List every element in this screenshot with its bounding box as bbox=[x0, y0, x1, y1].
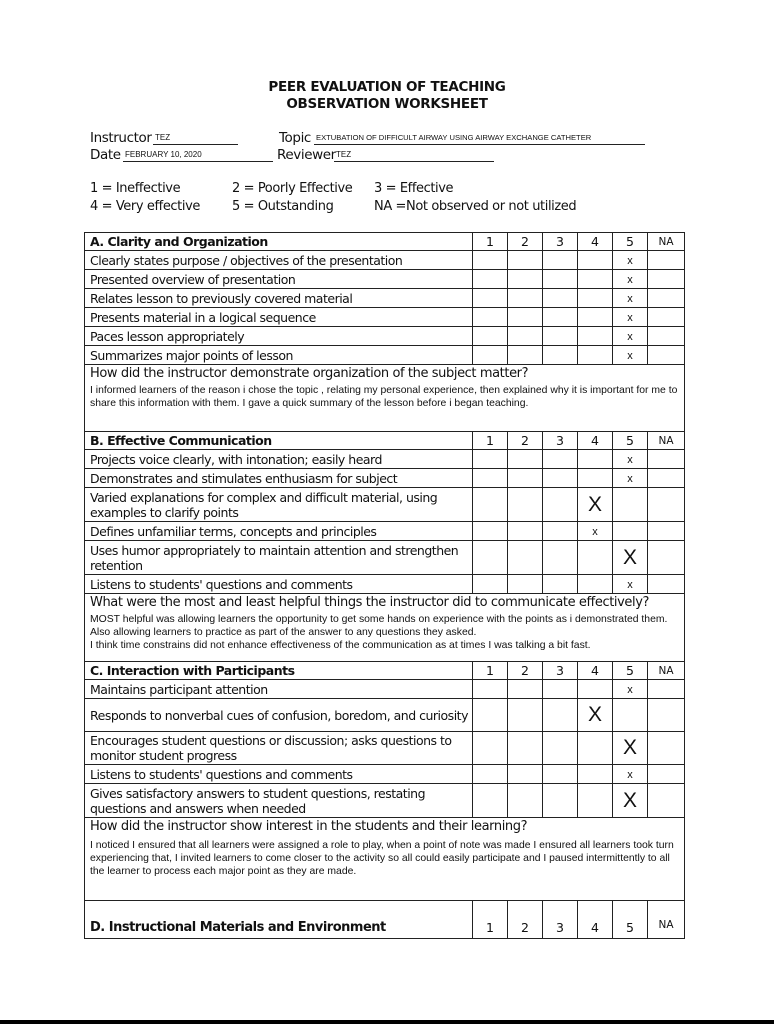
scale-5: 5 bbox=[613, 901, 648, 939]
rating-cell-1[interactable] bbox=[473, 541, 508, 575]
scale-na: NA bbox=[648, 432, 685, 450]
legend-3: 3 = Effective bbox=[374, 181, 454, 196]
rating-cell-na[interactable] bbox=[648, 732, 685, 765]
table-row bbox=[85, 469, 685, 488]
rating-cell-1[interactable] bbox=[473, 469, 508, 488]
scale-1: 1 bbox=[473, 233, 508, 251]
rating-cell-2[interactable] bbox=[508, 346, 543, 365]
rating-cell-1[interactable] bbox=[473, 450, 508, 469]
scale-na: NA bbox=[648, 901, 685, 939]
section-c-header bbox=[85, 662, 685, 680]
rating-cell-4[interactable] bbox=[578, 488, 613, 522]
rating-cell-2[interactable] bbox=[508, 469, 543, 488]
rating-cell-na[interactable] bbox=[648, 308, 685, 327]
title-line-1: PEER EVALUATION OF TEACHING bbox=[268, 79, 506, 95]
scale-1: 1 bbox=[473, 901, 508, 939]
table-row bbox=[85, 522, 685, 541]
rating-cell-3[interactable] bbox=[543, 327, 578, 346]
rating-cell-2[interactable] bbox=[508, 699, 543, 732]
rating-cell-3[interactable] bbox=[543, 346, 578, 365]
table-row bbox=[85, 327, 685, 346]
rating-cell-4[interactable] bbox=[578, 469, 613, 488]
criterion-label: Clearly states purpose / objectives of the presentation bbox=[85, 251, 473, 270]
rating-cell-3[interactable] bbox=[543, 308, 578, 327]
scale-5: 5 bbox=[613, 662, 648, 680]
section-b-title: B. Effective Communication bbox=[85, 432, 473, 450]
rating-cell-1[interactable] bbox=[473, 765, 508, 784]
rating-cell-3[interactable] bbox=[543, 784, 578, 818]
rating-cell-na[interactable] bbox=[648, 699, 685, 732]
criterion-label: Defines unfamiliar terms, concepts and principles bbox=[85, 522, 473, 541]
rating-cell-1[interactable] bbox=[473, 251, 508, 270]
table-row bbox=[85, 251, 685, 270]
rating-cell-4[interactable] bbox=[578, 308, 613, 327]
section-a-header bbox=[85, 233, 685, 251]
reviewer-field[interactable]: TEZ bbox=[334, 148, 494, 162]
rating-cell-5[interactable] bbox=[613, 699, 648, 732]
x-mark: x bbox=[627, 769, 633, 781]
rating-cell-2[interactable] bbox=[508, 289, 543, 308]
table-row bbox=[85, 270, 685, 289]
rating-cell-3[interactable] bbox=[543, 270, 578, 289]
x-mark: X bbox=[622, 545, 637, 569]
rating-cell-2[interactable] bbox=[508, 541, 543, 575]
evaluation-table bbox=[84, 232, 685, 939]
scale-4: 4 bbox=[578, 662, 613, 680]
scale-2: 2 bbox=[508, 233, 543, 251]
criterion-label: Encourages student questions or discussion; asks questions to monitor student progress bbox=[85, 732, 473, 765]
rating-cell-5[interactable] bbox=[613, 308, 648, 327]
criterion-label: Varied explanations for complex and difficult material, using examples to clarify points bbox=[85, 488, 473, 522]
scale-1: 1 bbox=[473, 432, 508, 450]
x-mark: X bbox=[587, 703, 602, 726]
answer-line-2: I think time constrains did not enhance effectiveness of the communication as at times I was talking a bit fast. bbox=[90, 640, 591, 651]
legend-2: 2 = Poorly Effective bbox=[232, 181, 353, 196]
rating-cell-3[interactable] bbox=[543, 450, 578, 469]
criterion-label: Responds to nonverbal cues of confusion, boredom, and curiosity bbox=[85, 699, 473, 732]
x-mark: x bbox=[627, 454, 633, 466]
rating-cell-4[interactable] bbox=[578, 784, 613, 818]
rating-cell-1[interactable] bbox=[473, 680, 508, 699]
scale-3: 3 bbox=[543, 432, 578, 450]
x-mark: X bbox=[622, 736, 637, 759]
rating-cell-na[interactable] bbox=[648, 488, 685, 522]
topic-label: Topic bbox=[279, 130, 311, 146]
rating-cell-2[interactable] bbox=[508, 450, 543, 469]
rating-cell-4[interactable] bbox=[578, 270, 613, 289]
rating-cell-1[interactable] bbox=[473, 289, 508, 308]
scale-4: 4 bbox=[578, 901, 613, 939]
rating-cell-na[interactable] bbox=[648, 784, 685, 818]
scale-na: NA bbox=[648, 662, 685, 680]
section-a-title: A. Clarity and Organization bbox=[85, 233, 473, 251]
table-row bbox=[85, 732, 685, 765]
rating-cell-3[interactable] bbox=[543, 765, 578, 784]
rating-cell-5[interactable] bbox=[613, 450, 648, 469]
rating-cell-4[interactable] bbox=[578, 522, 613, 541]
rating-cell-5[interactable] bbox=[613, 732, 648, 765]
scale-4: 4 bbox=[578, 233, 613, 251]
scale-5: 5 bbox=[613, 432, 648, 450]
rating-cell-4[interactable] bbox=[578, 346, 613, 365]
legend-5: 5 = Outstanding bbox=[232, 199, 334, 214]
rating-cell-na[interactable] bbox=[648, 765, 685, 784]
rating-cell-na[interactable] bbox=[648, 450, 685, 469]
criterion-label: Presents material in a logical sequence bbox=[85, 308, 473, 327]
scale-2: 2 bbox=[508, 901, 543, 939]
title-line-2: OBSERVATION WORKSHEET bbox=[286, 96, 488, 112]
section-a-question-cell[interactable] bbox=[85, 365, 685, 432]
instructor-field[interactable]: TEZ bbox=[153, 131, 238, 145]
rating-cell-2[interactable] bbox=[508, 308, 543, 327]
rating-cell-3[interactable] bbox=[543, 541, 578, 575]
scale-2: 2 bbox=[508, 662, 543, 680]
topic-field[interactable]: EXTUBATION OF DIFFICULT AIRWAY USING AIRWAY EXCHANGE CATHETER bbox=[314, 131, 645, 145]
x-mark: x bbox=[627, 579, 633, 591]
criterion-label: Gives satisfactory answers to student questions, restating questions and answers when needed bbox=[85, 784, 473, 818]
criterion-label: Presented overview of presentation bbox=[85, 270, 473, 289]
x-mark: x bbox=[627, 274, 633, 286]
reviewer-label: Reviewer bbox=[277, 147, 336, 163]
criterion-label: Projects voice clearly, with intonation; easily heard bbox=[85, 450, 473, 469]
x-mark: X bbox=[587, 492, 602, 516]
rating-cell-3[interactable] bbox=[543, 732, 578, 765]
scale-5: 5 bbox=[613, 233, 648, 251]
date-label: Date bbox=[90, 147, 121, 163]
rating-cell-3[interactable] bbox=[543, 575, 578, 594]
rating-cell-na[interactable] bbox=[648, 680, 685, 699]
rating-cell-1[interactable] bbox=[473, 522, 508, 541]
rating-cell-5[interactable] bbox=[613, 346, 648, 365]
rating-cell-5[interactable] bbox=[613, 327, 648, 346]
rating-cell-2[interactable] bbox=[508, 327, 543, 346]
criterion-label: Summarizes major points of lesson bbox=[85, 346, 473, 365]
scale-na: NA bbox=[648, 233, 685, 251]
table-row bbox=[85, 680, 685, 699]
rating-cell-1[interactable] bbox=[473, 784, 508, 818]
rating-cell-1[interactable] bbox=[473, 327, 508, 346]
table-row bbox=[85, 541, 685, 575]
question-text: How did the instructor demonstrate organization of the subject matter? bbox=[90, 366, 529, 381]
criterion-label: Listens to students' questions and comments bbox=[85, 765, 473, 784]
rating-cell-4[interactable] bbox=[578, 289, 613, 308]
section-a-question-row bbox=[85, 365, 685, 432]
question-text: How did the instructor show interest in the students and their learning? bbox=[90, 819, 528, 834]
rating-cell-na[interactable] bbox=[648, 346, 685, 365]
rating-cell-4[interactable] bbox=[578, 327, 613, 346]
rating-cell-4[interactable] bbox=[578, 699, 613, 732]
rating-cell-1[interactable] bbox=[473, 270, 508, 289]
table-row bbox=[85, 765, 685, 784]
rating-cell-na[interactable] bbox=[648, 575, 685, 594]
rating-cell-4[interactable] bbox=[578, 575, 613, 594]
table-row bbox=[85, 784, 685, 818]
date-field[interactable]: FEBRUARY 10, 2020 bbox=[123, 148, 273, 162]
rating-cell-2[interactable] bbox=[508, 488, 543, 522]
legend-na: NA =Not observed or not utilized bbox=[374, 199, 577, 214]
rating-cell-na[interactable] bbox=[648, 289, 685, 308]
table-row bbox=[85, 488, 685, 522]
rating-cell-1[interactable] bbox=[473, 488, 508, 522]
rating-cell-5[interactable] bbox=[613, 575, 648, 594]
rating-cell-4[interactable] bbox=[578, 541, 613, 575]
rating-cell-4[interactable] bbox=[578, 765, 613, 784]
x-mark: x bbox=[627, 255, 633, 267]
answer-text[interactable] bbox=[90, 611, 679, 652]
rating-cell-5[interactable] bbox=[613, 541, 648, 575]
rating-cell-2[interactable] bbox=[508, 251, 543, 270]
rating-cell-2[interactable] bbox=[508, 680, 543, 699]
criterion-label: Listens to students' questions and comments bbox=[85, 575, 473, 594]
scale-3: 3 bbox=[543, 662, 578, 680]
section-b-question-row bbox=[85, 594, 685, 662]
section-c-question-row bbox=[85, 818, 685, 901]
x-mark: x bbox=[627, 331, 633, 343]
legend-4: 4 = Very effective bbox=[90, 199, 200, 214]
rating-cell-5[interactable] bbox=[613, 765, 648, 784]
rating-cell-4[interactable] bbox=[578, 680, 613, 699]
criterion-label: Paces lesson appropriately bbox=[85, 327, 473, 346]
rating-cell-3[interactable] bbox=[543, 251, 578, 270]
rating-cell-2[interactable] bbox=[508, 575, 543, 594]
x-mark: X bbox=[622, 788, 637, 812]
rating-cell-2[interactable] bbox=[508, 522, 543, 541]
rating-cell-na[interactable] bbox=[648, 522, 685, 541]
rating-cell-5[interactable] bbox=[613, 680, 648, 699]
scale-4: 4 bbox=[578, 432, 613, 450]
scale-1: 1 bbox=[473, 662, 508, 680]
rating-cell-3[interactable] bbox=[543, 522, 578, 541]
section-b-header bbox=[85, 432, 685, 450]
x-mark: x bbox=[627, 473, 633, 485]
x-mark: x bbox=[627, 312, 633, 324]
table-row bbox=[85, 289, 685, 308]
section-d-title: D. Instructional Materials and Environment bbox=[85, 901, 473, 939]
instructor-label: Instructor bbox=[90, 130, 152, 146]
rating-cell-3[interactable] bbox=[543, 488, 578, 522]
rating-cell-5[interactable] bbox=[613, 784, 648, 818]
rating-cell-2[interactable] bbox=[508, 765, 543, 784]
rating-cell-5[interactable] bbox=[613, 270, 648, 289]
rating-cell-1[interactable] bbox=[473, 732, 508, 765]
scale-3: 3 bbox=[543, 901, 578, 939]
page-bottom-divider bbox=[0, 1020, 774, 1024]
rating-cell-5[interactable] bbox=[613, 289, 648, 308]
criterion-label: Relates lesson to previously covered material bbox=[85, 289, 473, 308]
rating-cell-na[interactable] bbox=[648, 270, 685, 289]
rating-cell-5[interactable] bbox=[613, 488, 648, 522]
answer-text[interactable]: I noticed I ensured that all learners were assigned a role to play, when a point of note was made I ensured all learners took turn experiencing that, I invited learners to come closer to the activity so all could easily participate and I paused intermittently to all the learner to process each major point as they are made. bbox=[90, 840, 674, 877]
criterion-label: Uses humor appropriately to maintain attention and strengthen retention bbox=[85, 541, 473, 575]
rating-cell-5[interactable] bbox=[613, 522, 648, 541]
rating-cell-na[interactable] bbox=[648, 327, 685, 346]
x-mark: x bbox=[627, 684, 633, 696]
answer-text[interactable]: I informed learners of the reason i chose the topic , relating my personal experience, then explained why it is important for me to share this information with them. I gave a quick summary of the lesson before i began teaching. bbox=[90, 385, 678, 409]
table-row bbox=[85, 308, 685, 327]
x-mark: x bbox=[627, 350, 633, 362]
rating-cell-4[interactable] bbox=[578, 251, 613, 270]
rating-cell-na[interactable] bbox=[648, 469, 685, 488]
rating-cell-na[interactable] bbox=[648, 541, 685, 575]
x-mark: x bbox=[592, 526, 598, 538]
rating-cell-3[interactable] bbox=[543, 680, 578, 699]
rating-cell-4[interactable] bbox=[578, 732, 613, 765]
rating-cell-1[interactable] bbox=[473, 346, 508, 365]
rating-cell-1[interactable] bbox=[473, 575, 508, 594]
section-d-header bbox=[85, 901, 685, 939]
table-row bbox=[85, 450, 685, 469]
answer-line-1: MOST helpful was allowing learners the opportunity to get some hands on experience with the points as i demonstrated them. Also allowing learners to practice as part of the answer to any questions they asked. bbox=[90, 614, 668, 638]
criterion-label: Demonstrates and stimulates enthusiasm for subject bbox=[85, 469, 473, 488]
x-mark: x bbox=[627, 293, 633, 305]
section-c-question-cell[interactable] bbox=[85, 818, 685, 901]
rating-cell-3[interactable] bbox=[543, 469, 578, 488]
rating-cell-na[interactable] bbox=[648, 251, 685, 270]
scale-2: 2 bbox=[508, 432, 543, 450]
table-row bbox=[85, 699, 685, 732]
page-title bbox=[0, 79, 774, 113]
rating-cell-3[interactable] bbox=[543, 699, 578, 732]
rating-cell-2[interactable] bbox=[508, 732, 543, 765]
rating-cell-2[interactable] bbox=[508, 784, 543, 818]
legend-1: 1 = Ineffective bbox=[90, 181, 181, 196]
rating-cell-1[interactable] bbox=[473, 699, 508, 732]
criterion-label: Maintains participant attention bbox=[85, 680, 473, 699]
table-row bbox=[85, 346, 685, 365]
rating-cell-5[interactable] bbox=[613, 251, 648, 270]
section-c-title: C. Interaction with Participants bbox=[85, 662, 473, 680]
rating-cell-4[interactable] bbox=[578, 450, 613, 469]
rating-cell-3[interactable] bbox=[543, 289, 578, 308]
question-text: What were the most and least helpful things the instructor did to communicate effectively? bbox=[90, 595, 650, 610]
table-row bbox=[85, 575, 685, 594]
section-b-question-cell[interactable] bbox=[85, 594, 685, 662]
rating-cell-2[interactable] bbox=[508, 270, 543, 289]
scale-3: 3 bbox=[543, 233, 578, 251]
rating-cell-5[interactable] bbox=[613, 469, 648, 488]
rating-cell-1[interactable] bbox=[473, 308, 508, 327]
